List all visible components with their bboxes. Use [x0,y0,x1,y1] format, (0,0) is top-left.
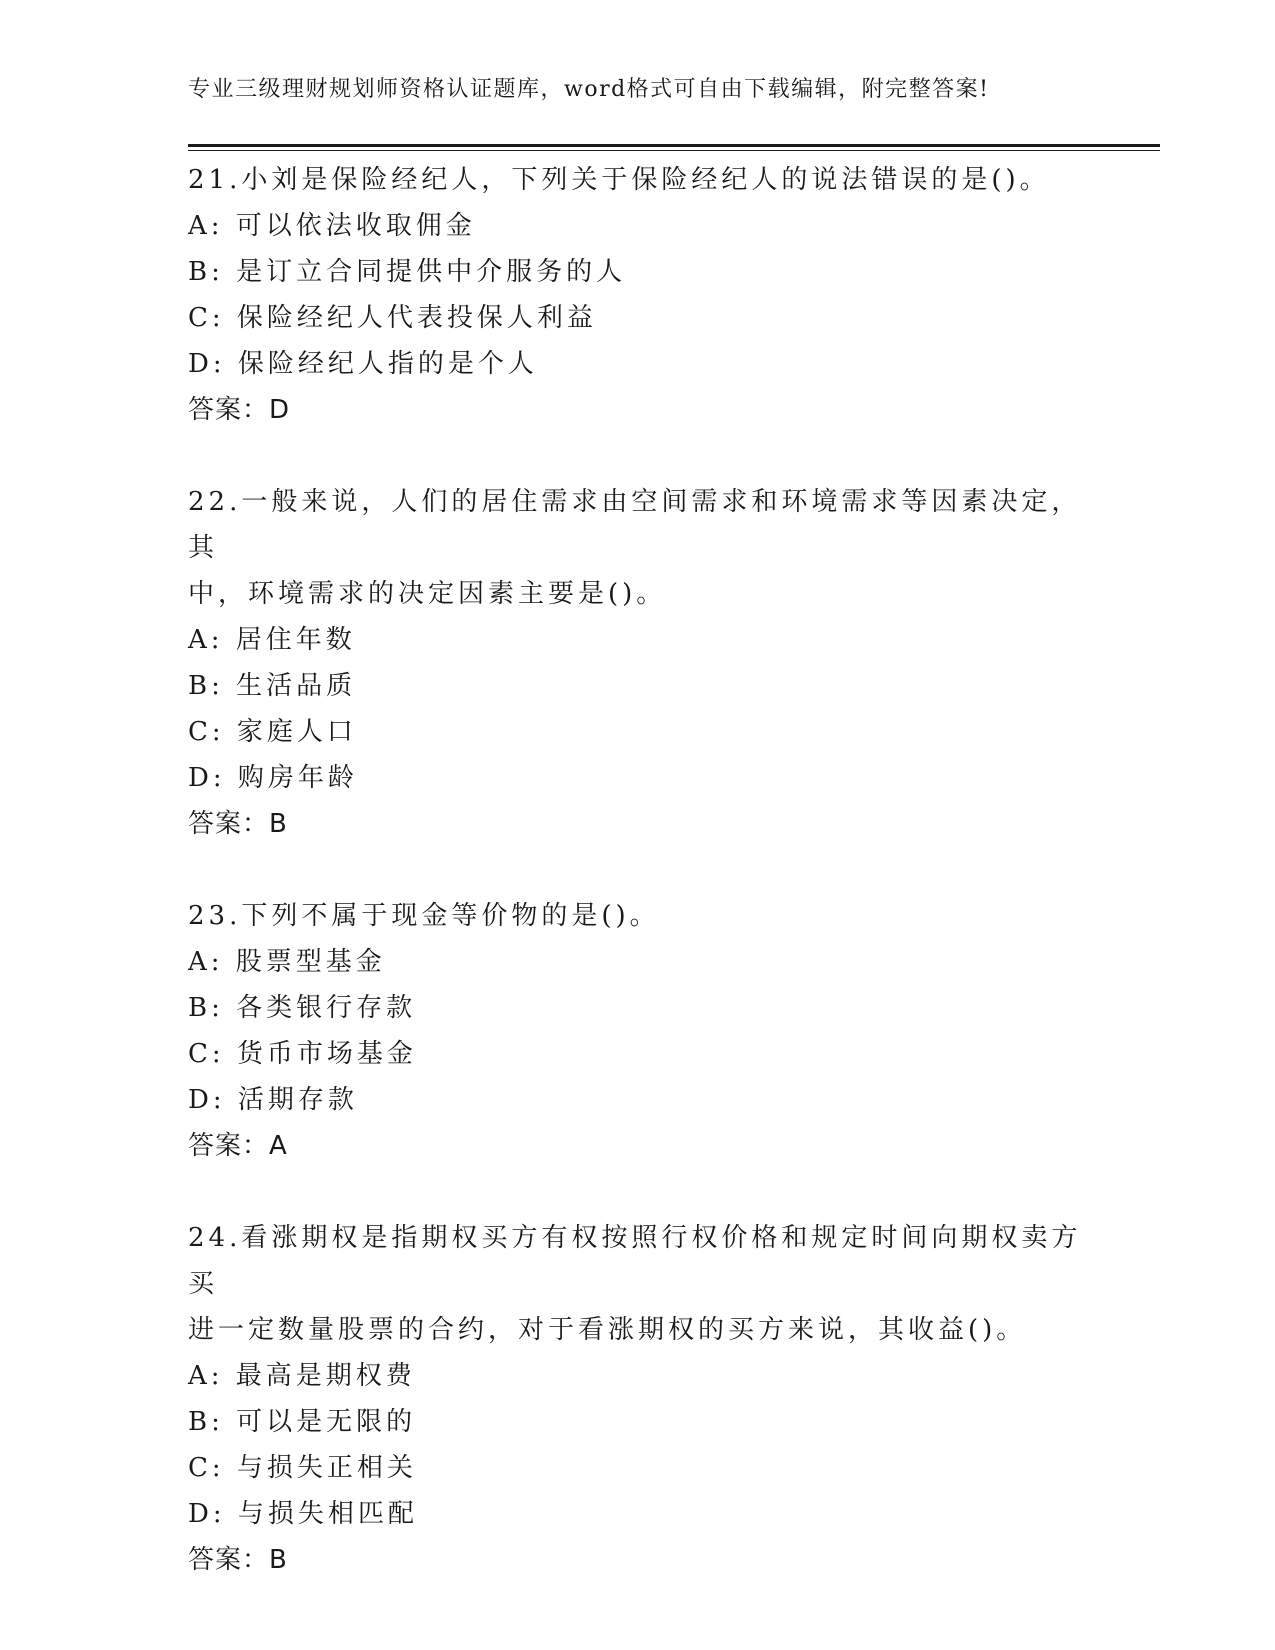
option-c: C: 货币市场基金 [188,1039,417,1069]
question-stem-line-2: 中，环境需求的决定因素主要是()。 [188,579,667,609]
option-d: D: 与损失相匹配 [188,1499,418,1529]
question-stem: 21.小刘是保险经纪人，下列关于保险经纪人的说法错误的是()。 [188,165,1050,195]
header-rule-thick [188,144,1160,147]
option-b: B: 可以是无限的 [188,1407,417,1437]
question-21 [188,157,1088,433]
option-c: C: 与损失正相关 [188,1453,417,1483]
option-a: A: 可以依法收取佣金 [188,211,476,241]
option-a: A: 最高是期权费 [188,1361,416,1391]
answer: 答案：D [188,395,291,425]
option-a: A: 居住年数 [188,625,356,655]
question-stem-line-1: 22.一般来说，人们的居住需求由空间需求和环境需求等因素决定，其 [188,487,1082,563]
option-d: D: 购房年龄 [188,763,358,793]
question-stem: 23.下列不属于现金等价物的是()。 [188,901,660,931]
question-stem-line-1: 24.看涨期权是指期权买方有权按照行权价格和规定时间向期权卖方买 [188,1223,1082,1299]
option-a: A: 股票型基金 [188,947,386,977]
option-d: D: 活期存款 [188,1085,358,1115]
option-d: D: 保险经纪人指的是个人 [188,349,538,379]
option-b: B: 生活品质 [188,671,357,701]
question-list [188,157,1088,1629]
answer: 答案：A [188,1131,288,1161]
answer: 答案：B [188,809,288,839]
question-22 [188,479,1088,847]
answer: 答案：B [188,1545,288,1575]
option-b: B: 是订立合同提供中介服务的人 [188,257,627,287]
option-c: C: 保险经纪人代表投保人利益 [188,303,597,333]
header-rule-thin [188,150,1160,151]
question-stem-line-2: 进一定数量股票的合约，对于看涨期权的买方来说，其收益()。 [188,1315,1027,1345]
question-24 [188,1215,1088,1583]
document-header: 专业三级理财规划师资格认证题库，word格式可自由下载编辑，附完整答案! [188,77,990,102]
option-c: C: 家庭人口 [188,717,357,747]
question-23 [188,893,1088,1169]
option-b: B: 各类银行存款 [188,993,417,1023]
